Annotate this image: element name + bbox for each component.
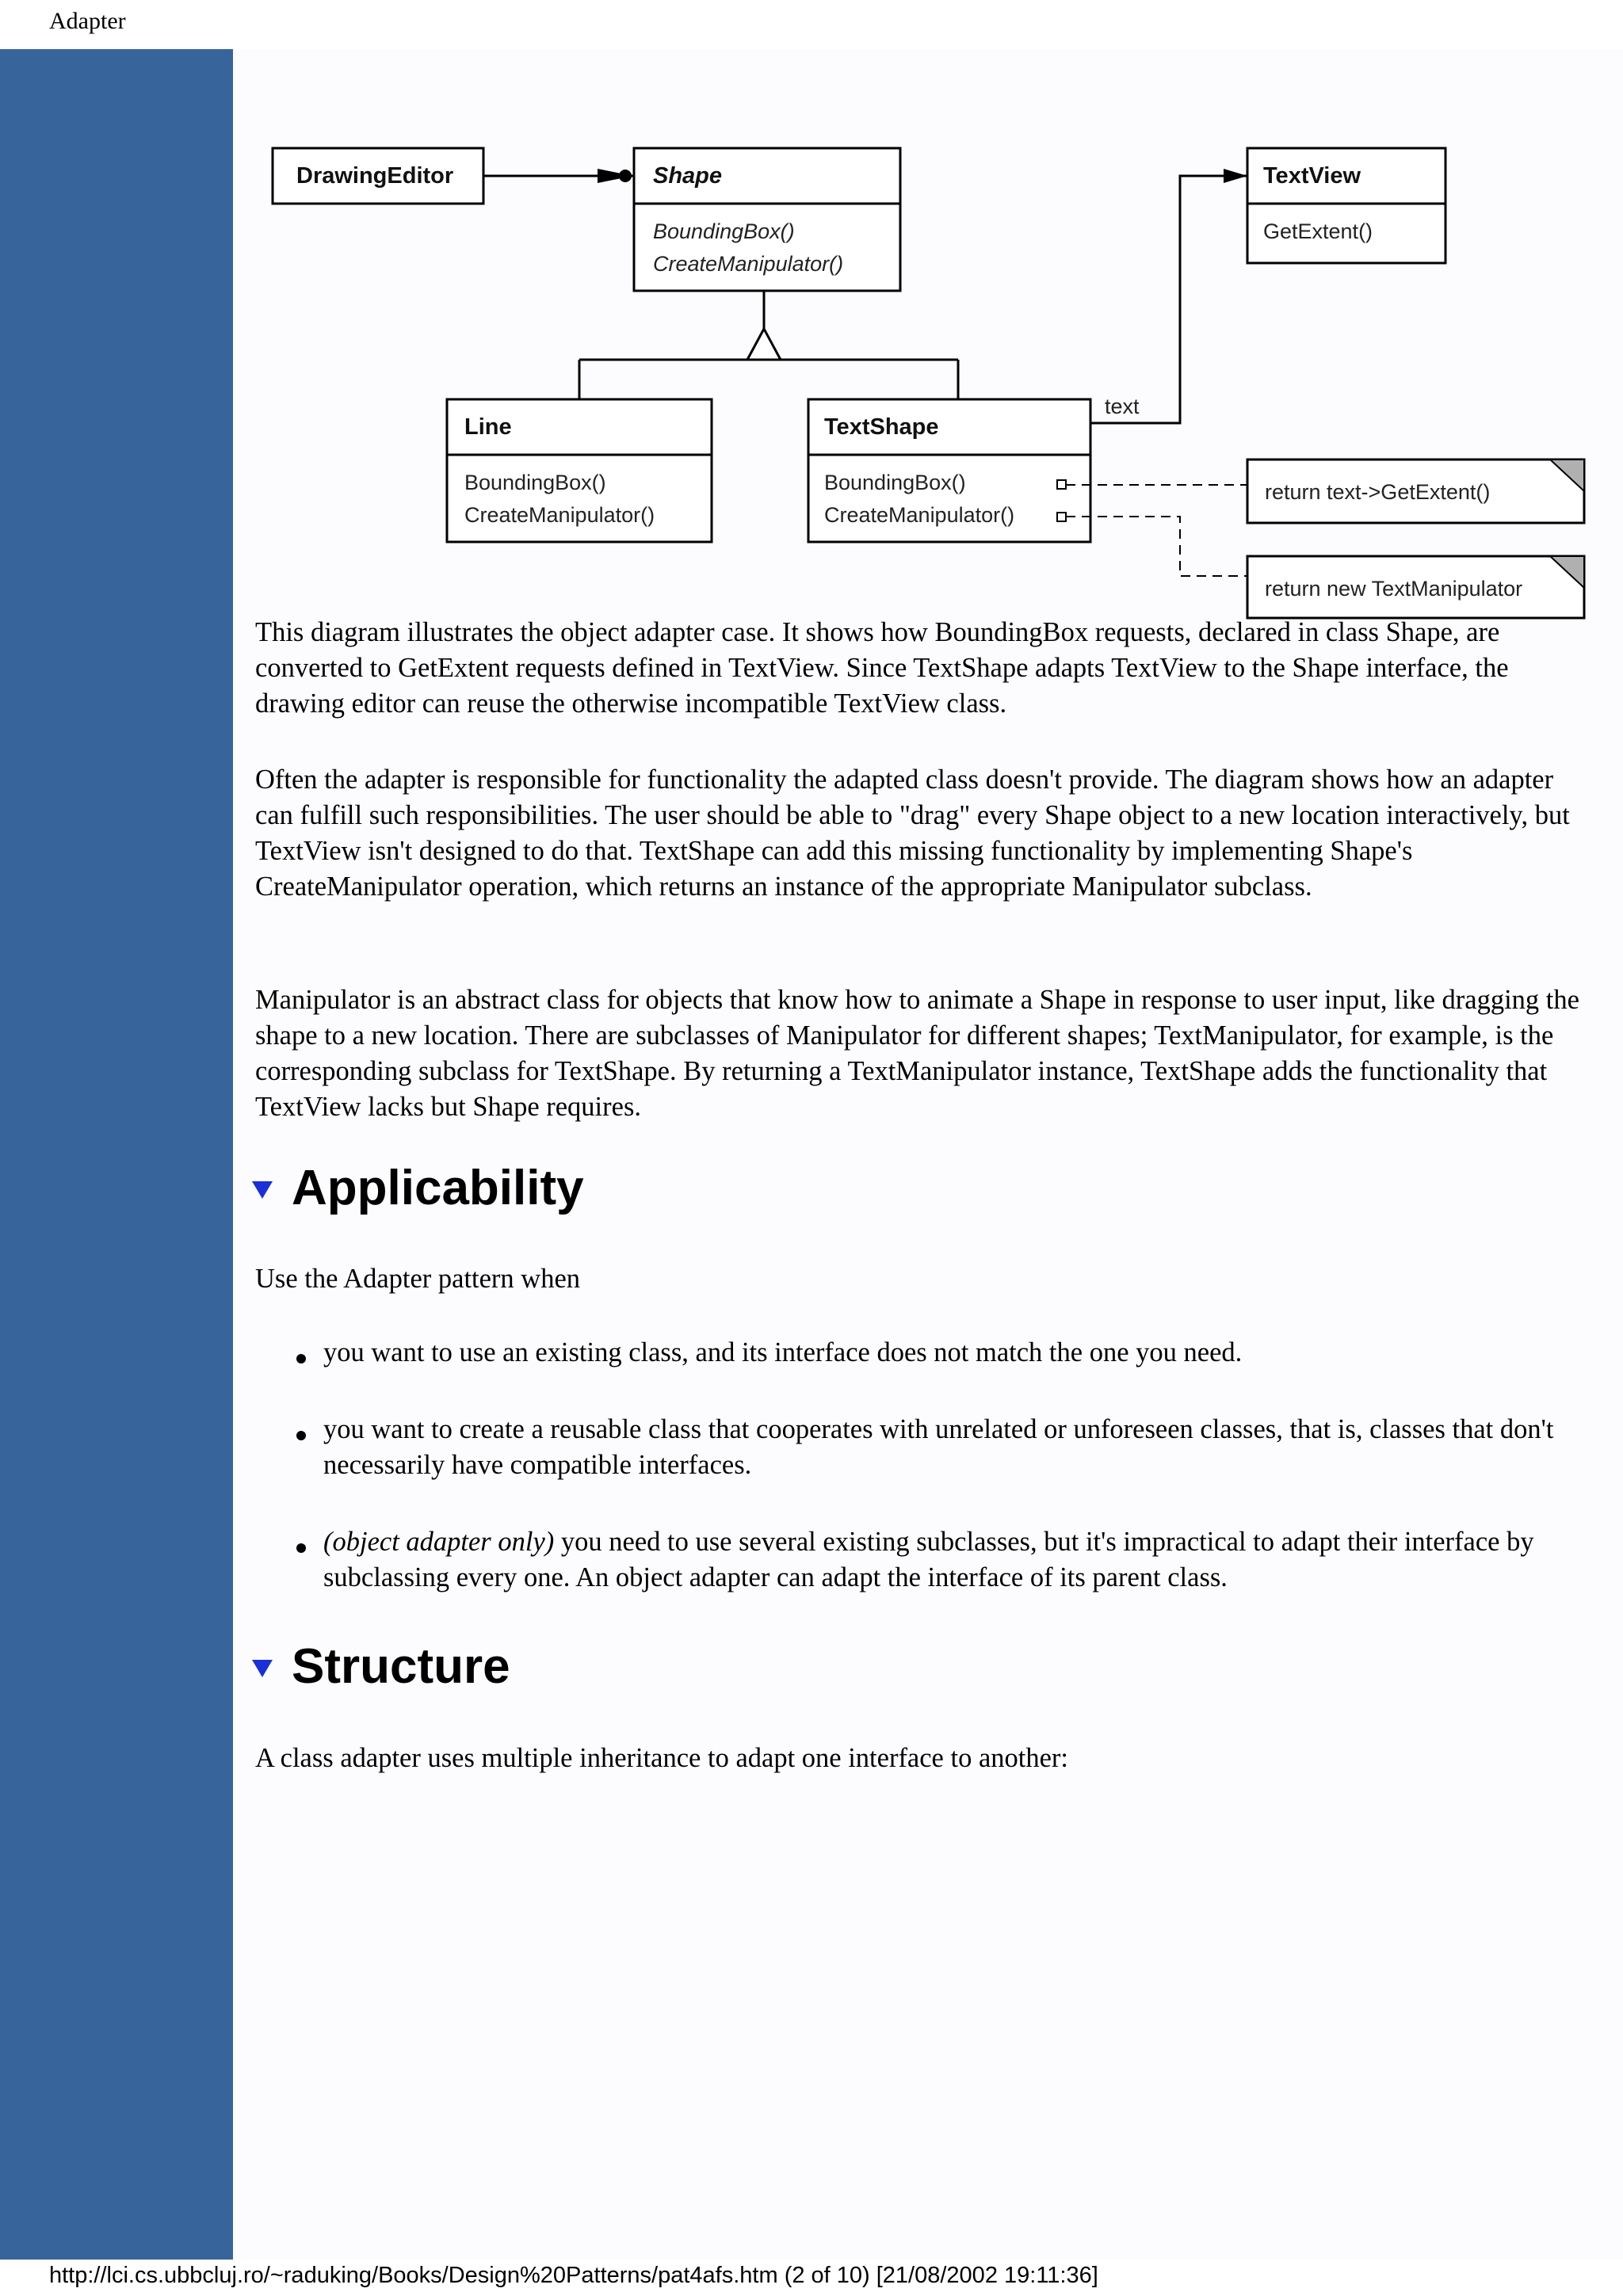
structure-intro: A class adapter uses multiple inheritance to adapt one interface to another:	[255, 1743, 1068, 1773]
list-item: (object adapter only) you need to use several existing subclasses, but it's impractical to adapt their interface by subclassing every one. An object adapter can adapt the interface of its parent class.	[296, 1524, 1596, 1596]
textview-op-1: GetExtent()	[1263, 219, 1373, 243]
textshape-op-2: CreateManipulator()	[824, 503, 1015, 527]
applicability-list	[296, 1335, 1596, 1596]
textshape-op-1: BoundingBox()	[824, 471, 966, 494]
page-header: Adapter	[49, 8, 126, 34]
textview-class	[1247, 148, 1445, 263]
list-item: you want to create a reusable class that cooperates with unrelated or unforeseen classes, that is, classes that don't necessarily have compatible interfaces.	[296, 1412, 1596, 1483]
line-op-2: CreateManipulator()	[464, 503, 655, 527]
uml-diagram	[233, 81, 1623, 620]
content-area	[233, 49, 1623, 2260]
list-item: you want to use an existing class, and its interface does not match the one you need.	[296, 1335, 1596, 1371]
note-2-text: return new TextManipulator	[1265, 577, 1523, 601]
line-title: Line	[464, 414, 512, 440]
sidebar	[0, 49, 233, 2260]
applicability-title: Applicability	[292, 1161, 584, 1215]
shape-op-2: CreateManipulator()	[653, 252, 844, 276]
textshape-title: TextShape	[824, 414, 939, 440]
textshape-class	[808, 399, 1090, 542]
paragraph-3: Manipulator is an abstract class for objects that know how to animate a Shape in response to user input, like dragging the shape to a new location. There are subclasses of Manipulator for different shapes; TextManipulator, for example, is the corresponding subclass for TextShape. By returning a TextManipulator instance, TextShape adds the functionality that TextView lacks but Shape requires.	[255, 985, 1579, 1122]
shape-op-1: BoundingBox()	[653, 219, 795, 243]
note-getextent	[1247, 460, 1584, 523]
association-arrow-icon	[1224, 169, 1247, 183]
association-label: text	[1105, 395, 1140, 418]
object-adapter-only: (object adapter only)	[323, 1527, 555, 1557]
applicability-heading[interactable]	[252, 1160, 584, 1216]
paragraph-1: This diagram illustrates the object adapter case. It shows how BoundingBox requests, declared in class Shape, are converted to GetExtent requests defined in TextView. Since TextShape adapts TextView to the Shape interface, the drawing editor can reuse the otherwise incompatible TextView class.	[255, 617, 1509, 719]
collapse-triangle-icon[interactable]	[252, 1181, 273, 1199]
applicability-intro: Use the Adapter pattern when	[255, 1264, 581, 1294]
structure-title: Structure	[292, 1639, 510, 1694]
collapse-triangle-icon[interactable]	[252, 1660, 273, 1677]
line-op-1: BoundingBox()	[464, 471, 606, 494]
note-textmanipulator	[1247, 556, 1584, 618]
shape-title: Shape	[653, 163, 723, 189]
inheritance-triangle-icon	[747, 329, 781, 360]
drawingeditor-title: DrawingEditor	[296, 163, 454, 189]
textview-title: TextView	[1263, 163, 1361, 189]
structure-heading[interactable]	[252, 1638, 510, 1695]
paragraph-2: Often the adapter is responsible for functionality the adapted class doesn't provide. The diagram shows how an adapter can fulfill such responsibilities. The user should be able to "drag" every Shape object to a new location interactively, but TextView isn't designed to do that. TextShape can add this missing functionality by implementing Shape's CreateManipulator operation, which returns an instance of the appropriate Manipulator subclass.	[255, 765, 1570, 902]
drawingeditor-class	[273, 148, 483, 204]
note-1-text: return text->GetExtent()	[1265, 480, 1491, 504]
shape-class	[634, 148, 900, 291]
footer-url: http://lci.cs.ubbcluj.ro/~raduking/Books/Design%20Patterns/pat4afs.htm (2 of 10) [21/08/2002 19:11:36]	[49, 2263, 1098, 2288]
line-class	[447, 399, 712, 542]
